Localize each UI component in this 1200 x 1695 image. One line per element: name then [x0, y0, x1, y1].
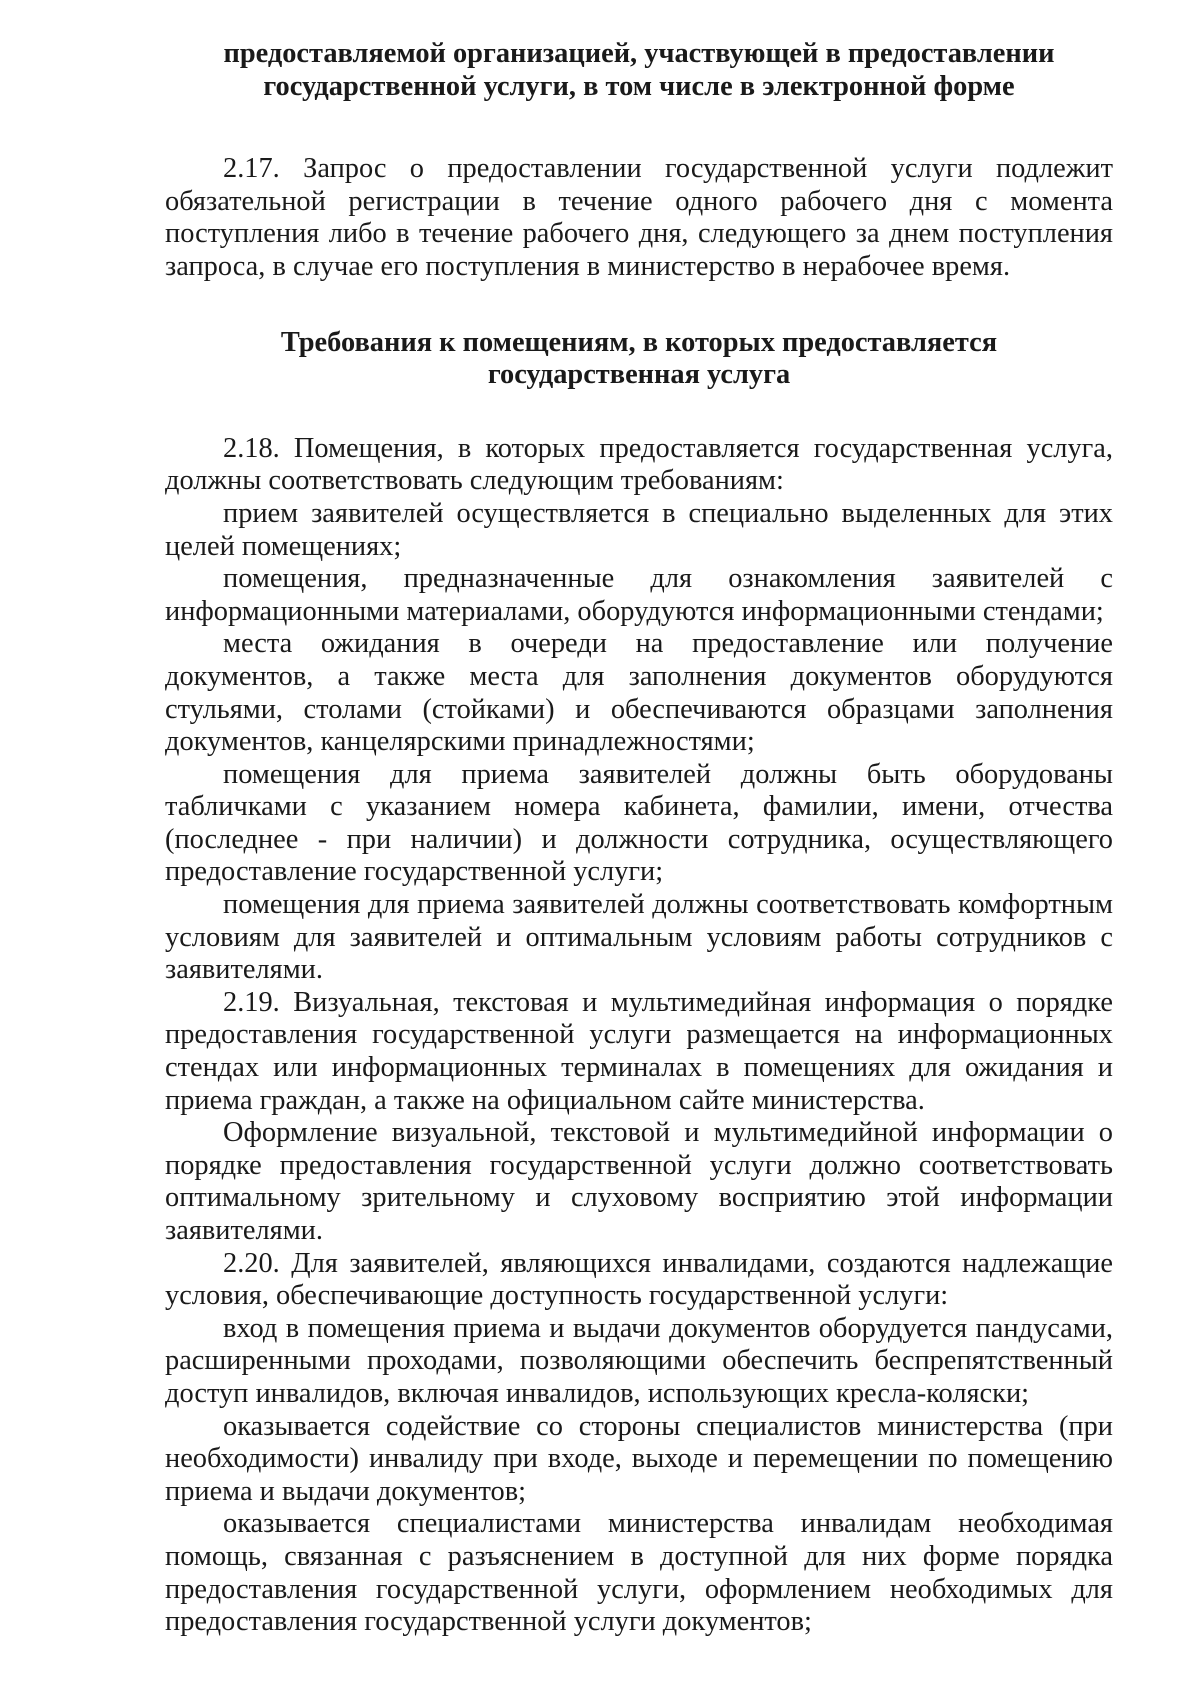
list-item: места ожидания в очереди на предоставление или получение документов, а также места для заполнения документов оборудуются стульями, столами (стойками) и обеспечиваются образцами заполнения документов, канцелярскими принадлежностями;	[165, 628, 1113, 758]
paragraph-2-20: 2.20. Для заявителей, являющихся инвалидами, создаются надлежащие условия, обеспечивающие доступность государственной услуги:	[165, 1247, 1113, 1312]
heading-line: государственная услуга	[487, 359, 791, 391]
list-item: вход в помещения приема и выдачи документов оборудуется пандусами, расширенными проходами, позволяющими обеспечить беспрепятственный доступ инвалидов, включая инвалидов, использующих кресла-коляски;	[165, 1312, 1113, 1409]
heading-line: предоставляемой организацией, участвующей в предоставлении	[223, 38, 1055, 69]
paragraph-2-17: 2.17. Запрос о предоставлении государственной услуги подлежит обязательной регистрации в течение одного рабочего дня с момента поступления либо в течение рабочего дня, следующего за днем поступления запроса, в случае его поступления в министерство в нерабочее время.	[165, 153, 1113, 282]
list-item: помещения, предназначенные для ознакомления заявителей с информационными материалами, оборудуются информационными стендами;	[165, 563, 1113, 627]
document-page	[165, 38, 1113, 1639]
section-heading-continued	[165, 38, 1113, 103]
paragraph-text: Оформление визуальной, текстовой и мультимедийной информации о порядке предоставления государственной услуги должно соответствовать оптимальному зрительному и слуховому восприятию этой информации заявителями.	[165, 1117, 1113, 1246]
heading-line: Требования к помещениям, в которых предоставляется	[280, 326, 998, 358]
list-item: помещения для приема заявителей должны быть оборудованы табличками с указанием номера кабинета, фамилии, имени, отчества (последнее - при наличии) и должности сотрудника, осуществляющего предоставление государственной услуги;	[165, 758, 1113, 888]
list-item: прием заявителей осуществляется в специально выделенных для этих целей помещениях;	[165, 497, 1113, 562]
section-heading-premises	[165, 327, 1113, 392]
list-item: помещения для приема заявителей должны соответствовать комфортным условиям для заявителей и оптимальным условиям работы сотрудников с заявителями.	[165, 889, 1113, 986]
paragraph-2-19: 2.19. Визуальная, текстовая и мультимедийная информация о порядке предоставления государственной услуги размещается на информационных стендах или информационных терминалах в помещениях для ожидания и приема граждан, а также на официальном сайте министерства.	[165, 986, 1113, 1116]
heading-line: государственной услуги, в том числе в электронной форме	[263, 70, 1015, 102]
list-item: оказывается содействие со стороны специалистов министерства (при необходимости) инвалиду при входе, выходе и перемещении по помещению приема и выдачи документов;	[165, 1410, 1113, 1507]
list-item: оказывается специалистами министерства инвалидам необходимая помощь, связанная с разъяснением в доступной для них форме порядка предоставления государственной услуги, оформлением необходимых для предоставления государственной услуги документов;	[165, 1508, 1113, 1638]
paragraph-2-18: 2.18. Помещения, в которых предоставляется государственная услуга, должны соответствовать следующим требованиям:	[165, 432, 1113, 497]
